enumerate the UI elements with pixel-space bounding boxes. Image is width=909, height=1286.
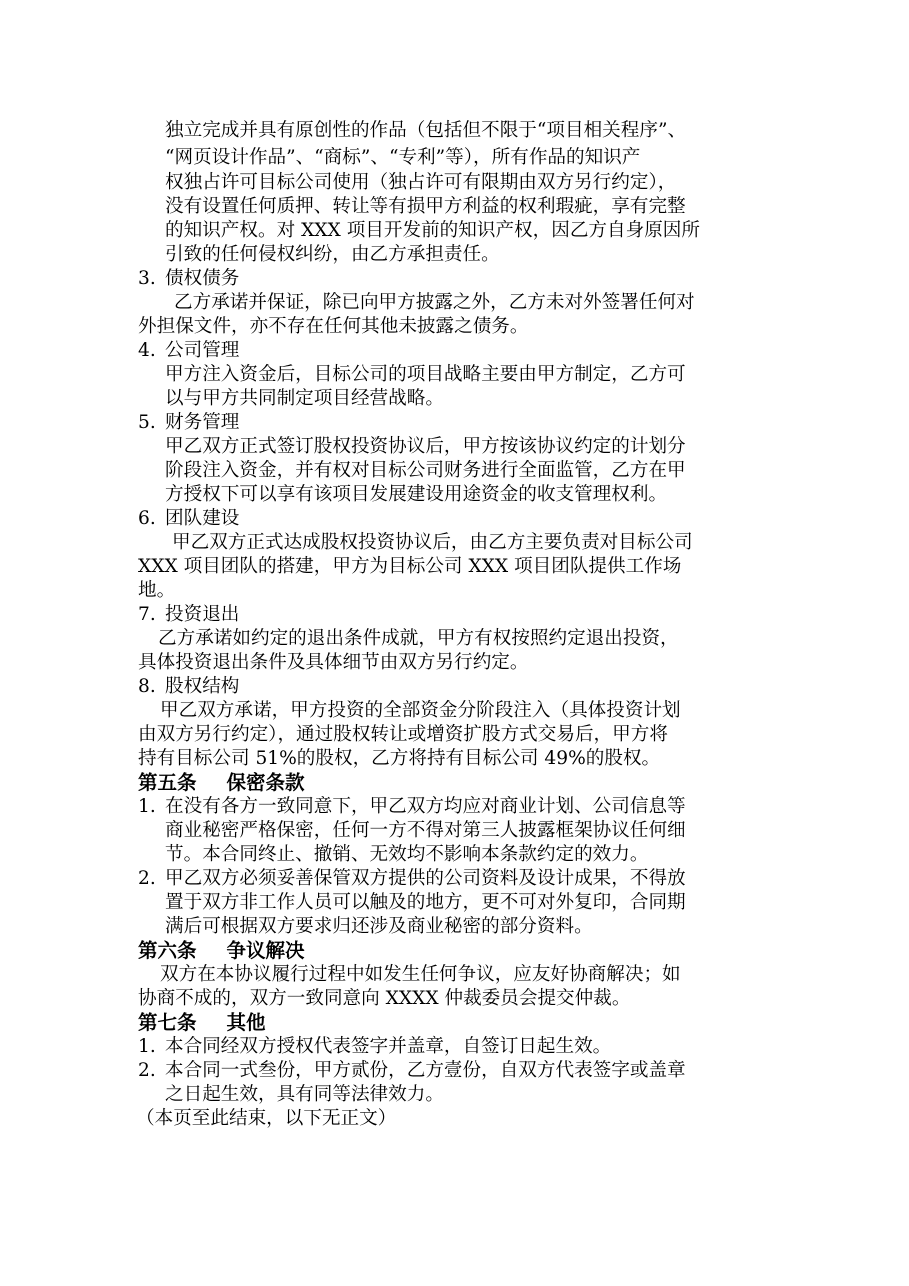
paragraph-line: 甲乙双方正式签订股权投资协议后，甲方按该协议约定的计划分 xyxy=(165,436,686,457)
article-label: 第七条 xyxy=(138,1011,197,1034)
article-title: 争议解决 xyxy=(226,939,305,962)
article-label: 第五条 xyxy=(138,771,197,794)
paragraph-line: 之日起生效，具有同等法律效力。 xyxy=(165,1084,444,1105)
item-number: 6. xyxy=(138,508,156,529)
paragraph-line: 引致的任何侵权纠纷，由乙方承担责任。 xyxy=(165,244,500,265)
paragraph-line: 持有目标公司 51%的股权，乙方将持有目标公司 49%的股权。 xyxy=(138,748,661,769)
paragraph-line: 本合同一式叁份，甲方贰份，乙方壹份，自双方代表签字或盖章 xyxy=(165,1060,686,1081)
item-title: 财务管理 xyxy=(165,412,240,433)
paragraph-line: 乙方承诺并保证，除已向甲方披露之外，乙方未对外签署任何对 xyxy=(174,292,695,313)
paragraph-line: 在没有各方一致同意下，甲乙双方均应对商业计划、公司信息等 xyxy=(165,796,686,817)
paragraph-line: 双方在本协议履行过程中如发生任何争议，应友好协商解决；如 xyxy=(160,964,681,985)
paragraph-line: 独立完成并具有原创性的作品（包括但不限于“项目相关程序”、 xyxy=(165,120,687,141)
clause-number: 1. xyxy=(138,1036,156,1057)
article-heading xyxy=(138,939,305,963)
item-title: 团队建设 xyxy=(165,508,240,529)
item-number: 8. xyxy=(138,676,156,697)
paragraph-line: 本合同经双方授权代表签字并盖章，自签订日起生效。 xyxy=(165,1036,612,1057)
paragraph-line: 权独占许可目标公司使用（独占许可有限期由双方另行约定）， xyxy=(165,172,677,193)
item-number: 4. xyxy=(138,340,156,361)
article-title: 其他 xyxy=(226,1011,266,1034)
paragraph-line: 甲乙双方承诺，甲方投资的全部资金分阶段注入（具体投资计划 xyxy=(160,700,681,721)
item-title: 投资退出 xyxy=(165,604,240,625)
paragraph-line: 没有设置任何质押、转让等有损甲方利益的权利瑕疵，享有完整 xyxy=(165,196,686,217)
paragraph-line: “网页设计作品”、“商标”、“专利”等），所有作品的知识产 xyxy=(165,147,641,168)
paragraph-line: 甲方注入资金后，目标公司的项目战略主要由甲方制定，乙方可 xyxy=(165,364,686,385)
paragraph-line: 以与甲方共同制定项目经营战略。 xyxy=(165,388,444,409)
paragraph-line: 甲乙双方正式达成股权投资协议后，由乙方主要负责对目标公司 xyxy=(172,532,693,553)
item-number: 3. xyxy=(138,268,156,289)
clause-number: 2. xyxy=(138,868,156,889)
paragraph-line: 满后可根据双方要求归还涉及商业秘密的部分资料。 xyxy=(165,916,593,937)
paragraph-line: 方授权下可以享有该项目发展建设用途资金的收支管理权利。 xyxy=(165,484,668,505)
item-number: 7. xyxy=(138,604,156,625)
article-label: 第六条 xyxy=(138,939,197,962)
item-title: 债权债务 xyxy=(165,268,240,289)
paragraph-line: 地。 xyxy=(138,580,176,601)
paragraph-line: 的知识产权。对 XXX 项目开发前的知识产权，因乙方自身原因所 xyxy=(165,220,700,241)
article-heading xyxy=(138,1011,266,1035)
paragraph-line: 协商不成的，双方一致同意向 XXXX 仲裁委员会提交仲裁。 xyxy=(138,988,631,1009)
paragraph-line: 乙方承诺如约定的退出条件成就，甲方有权按照约定退出投资， xyxy=(158,628,679,649)
paragraph-line: 由双方另行约定），通过股权转让或增资扩股方式交易后，甲方将 xyxy=(138,724,668,745)
article-heading xyxy=(138,771,305,795)
paragraph-line: 阶段注入资金，并有权对目标公司财务进行全面监管，乙方在甲 xyxy=(165,460,686,481)
paragraph-line: 具体投资退出条件及具体细节由双方另行约定。 xyxy=(138,652,529,673)
paragraph-line: 节。本合同终止、撤销、无效均不影响本条款约定的效力。 xyxy=(165,844,649,865)
item-title: 公司管理 xyxy=(165,340,240,361)
end-note: （本页至此结束，以下无正文） xyxy=(136,1108,397,1129)
item-number: 5. xyxy=(138,412,156,433)
paragraph-line: XXX 项目团队的搭建，甲方为目标公司 XXX 项目团队提供工作场 xyxy=(138,556,682,577)
paragraph-line: 甲乙双方必须妥善保管双方提供的公司资料及设计成果，不得放 xyxy=(165,868,686,889)
paragraph-line: 外担保文件，亦不存在任何其他未披露之债务。 xyxy=(138,316,529,337)
paragraph-line: 置于双方非工作人员可以触及的地方，更不可对外复印，合同期 xyxy=(165,892,686,913)
item-title: 股权结构 xyxy=(165,676,240,697)
clause-number: 2. xyxy=(138,1060,156,1081)
paragraph-line: 商业秘密严格保密，任何一方不得对第三人披露框架协议任何细 xyxy=(165,820,686,841)
clause-number: 1. xyxy=(138,796,156,817)
article-title: 保密条款 xyxy=(226,771,305,794)
